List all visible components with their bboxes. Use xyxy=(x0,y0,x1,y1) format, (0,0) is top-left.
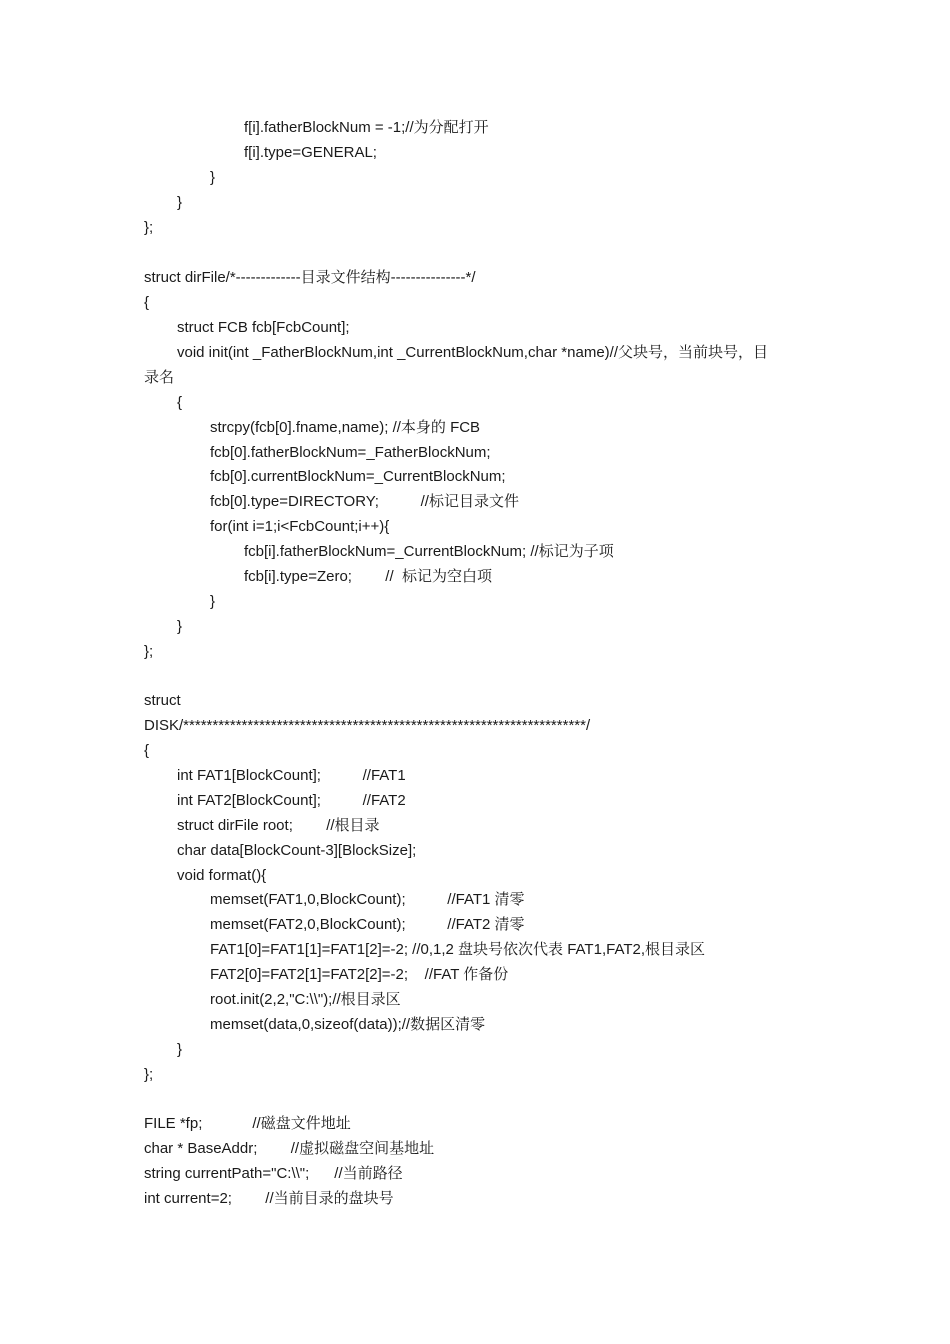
code-line: memset(FAT2,0,BlockCount); //FAT2 清零 xyxy=(210,916,525,933)
code-line: fcb[0].fatherBlockNum=_FatherBlockNum; xyxy=(210,444,491,461)
code-line: string currentPath="C:\\"; //当前路径 xyxy=(144,1165,403,1182)
code-line: 录名 xyxy=(144,369,175,386)
code-line: f[i].fatherBlockNum = -1;//为分配打开 xyxy=(244,119,489,136)
code-line: fcb[0].currentBlockNum=_CurrentBlockNum; xyxy=(210,468,506,485)
code-line: { xyxy=(144,742,150,759)
code-line: DISK/*********************************************************************/ xyxy=(144,717,591,734)
code-line: } xyxy=(177,1041,183,1058)
code-line: FAT2[0]=FAT2[1]=FAT2[2]=-2; //FAT 作备份 xyxy=(210,966,509,983)
code-line: }; xyxy=(144,219,154,236)
code-line: } xyxy=(210,593,216,610)
code-line: char data[BlockCount-3][BlockSize]; xyxy=(177,842,417,859)
code-line: { xyxy=(177,394,183,411)
code-line: } xyxy=(210,169,216,186)
code-line: } xyxy=(177,194,183,211)
code-line: strcpy(fcb[0].fname,name); //本身的 FCB xyxy=(210,419,481,436)
code-line: fcb[i].type=Zero; // 标记为空白项 xyxy=(244,568,492,585)
code-line: int FAT1[BlockCount]; //FAT1 xyxy=(177,767,406,784)
code-line: struct dirFile/*-------------目录文件结构---------------*/ xyxy=(144,269,476,286)
code-line: int current=2; //当前目录的盘块号 xyxy=(144,1190,394,1207)
code-line: f[i].type=GENERAL; xyxy=(244,144,377,161)
code-line: } xyxy=(177,618,183,635)
code-line: char * BaseAddr; //虚拟磁盘空间基地址 xyxy=(144,1140,435,1157)
code-line: struct dirFile root; //根目录 xyxy=(177,817,380,834)
code-line: for(int i=1;i<FcbCount;i++){ xyxy=(210,518,390,535)
code-line: fcb[i].fatherBlockNum=_CurrentBlockNum; //标记为子项 xyxy=(244,543,614,560)
code-line: struct FCB fcb[FcbCount]; xyxy=(177,319,350,336)
code-line: { xyxy=(144,294,150,311)
code-line: int FAT2[BlockCount]; //FAT2 xyxy=(177,792,406,809)
code-line: FILE *fp; //磁盘文件地址 xyxy=(144,1115,351,1132)
code-line: void init(int _FatherBlockNum,int _CurrentBlockNum,char *name)//父块号，当前块号，目 xyxy=(177,344,768,361)
code-line: }; xyxy=(144,1066,154,1083)
code-line: FAT1[0]=FAT1[1]=FAT1[2]=-2; //0,1,2 盘块号依次代表 FAT1,FAT2,根目录区 xyxy=(210,941,706,958)
code-line: memset(data,0,sizeof(data));//数据区清零 xyxy=(210,1016,486,1033)
code-line: void format(){ xyxy=(177,867,267,884)
code-line: struct xyxy=(144,692,181,709)
code-line: root.init(2,2,"C:\\");//根目录区 xyxy=(210,991,401,1008)
code-line: }; xyxy=(144,643,154,660)
code-line: fcb[0].type=DIRECTORY; //标记目录文件 xyxy=(210,493,519,510)
code-line: memset(FAT1,0,BlockCount); //FAT1 清零 xyxy=(210,891,525,908)
